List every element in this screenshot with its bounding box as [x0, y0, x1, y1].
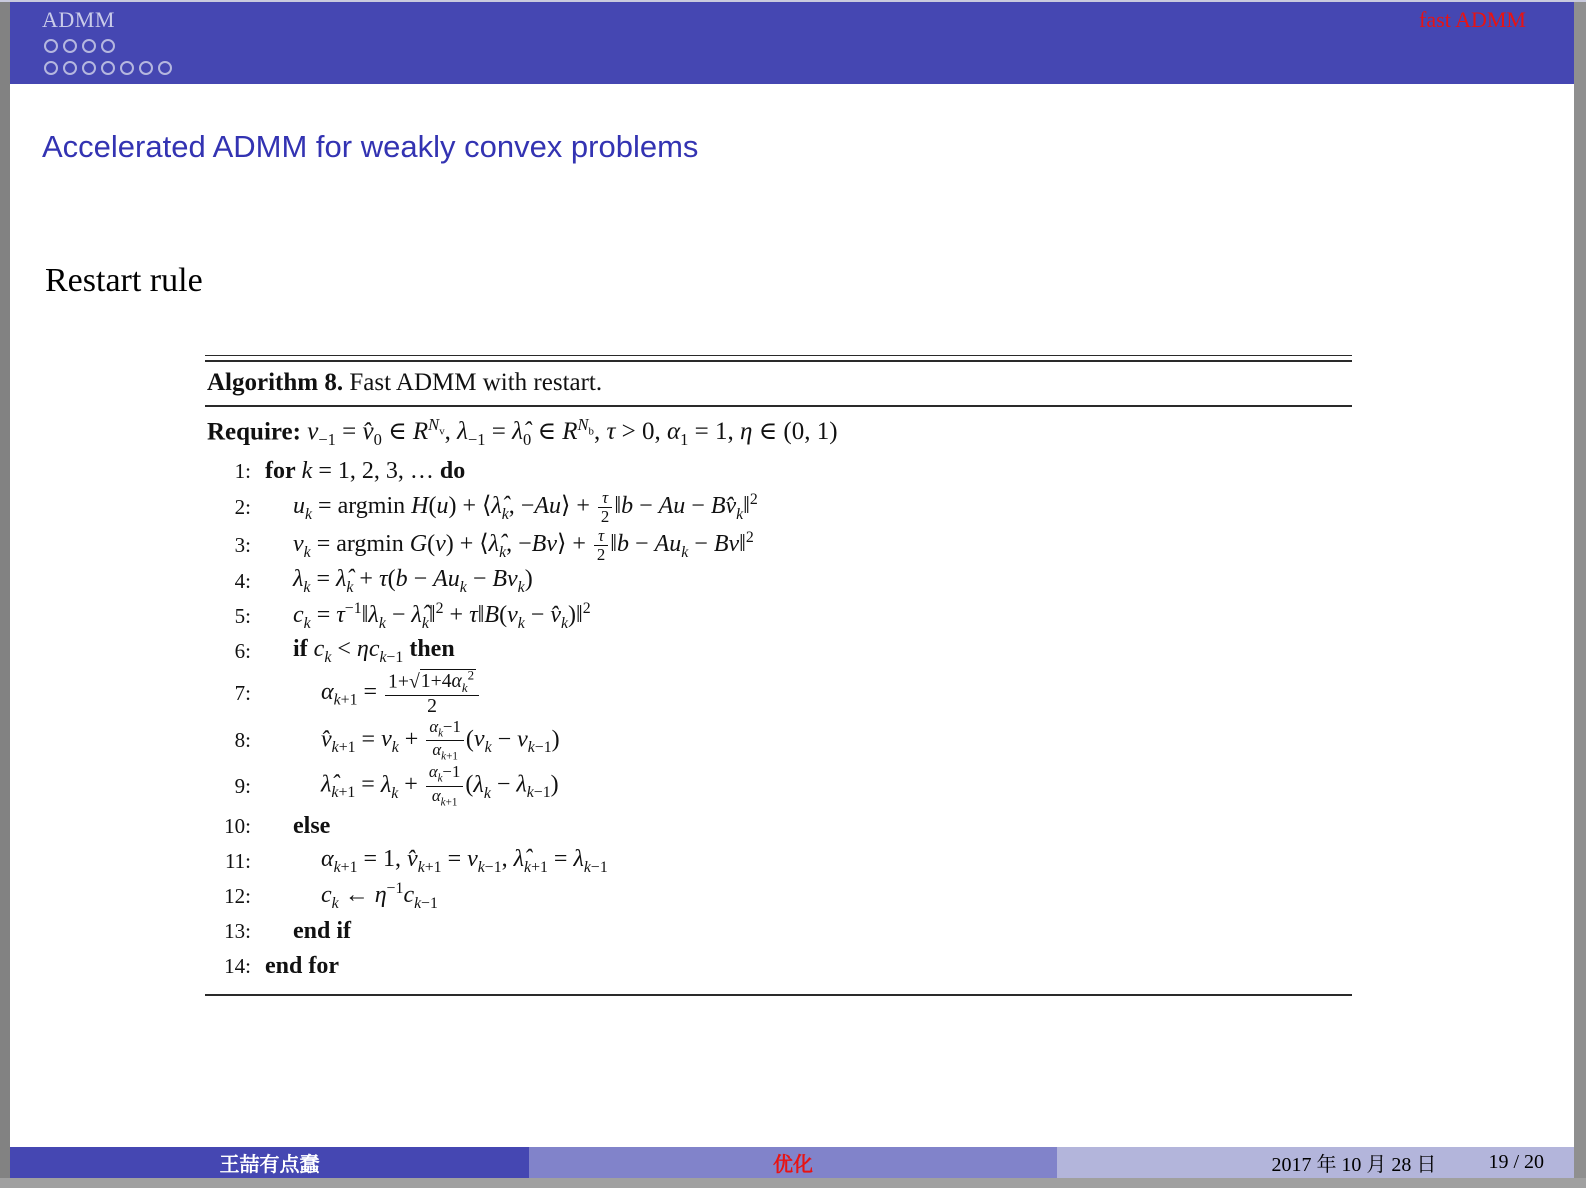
algorithm-caption-text: Fast ADMM with restart. — [349, 369, 603, 396]
algo-line-3 — [205, 527, 1352, 564]
algo-line-number: 9: — [234, 773, 251, 798]
algo-line-content: $v̂_{k+1} = v_k$ + $\frac{\alpha_k-1}{\alpha_{k+1}}$ $(v_k - v_{k-1})$ — [321, 716, 560, 763]
algorithm-body — [205, 454, 1352, 996]
algo-line-number: 4: — [234, 568, 251, 593]
viewer-right-edge — [1574, 0, 1586, 1188]
nav-dot-icon[interactable] — [63, 61, 77, 75]
algo-line-content: $u_k = argmin$ $H(u) + ⟨\lambdâ_k$, −Au⟩ + $\frac{\tau}{2}$ ‖b − $Au - Bv̂_k‖^2$ — [293, 488, 758, 527]
header-section-title[interactable]: ADMM — [42, 7, 115, 32]
algo-line-number: 1: — [234, 459, 251, 484]
algo-line-content: $\alpha_{k+1}$ = $\frac{1+√1+4\alpha_k^2}{2}$ — [251, 669, 1352, 718]
footer-page-number: 19 / 20 — [1488, 1151, 1544, 1173]
algo-line-content: $c_k$ ← $\eta^{-1}c_{k-1}$ — [321, 880, 438, 912]
algo-line-2 — [205, 489, 1352, 526]
footer-short-title: 优化 — [529, 1147, 1057, 1178]
nav-dot-icon[interactable] — [63, 39, 77, 53]
viewer-left-edge — [0, 0, 10, 1188]
algo-line-content: $\lambdâ_{k+1} = \lambda_k$ + $\frac{\alpha_k-1}{\alpha_{k+1}}$ $(\lambda_k - \lambda_{k-1})$ — [321, 762, 559, 808]
algo-line-5 — [205, 599, 1352, 634]
algo-line-number: 14: — [224, 953, 251, 978]
algo-line-8 — [205, 718, 1352, 764]
algo-line-4 — [205, 564, 1352, 599]
slide-header-bar — [10, 2, 1574, 84]
nav-dot-icon[interactable] — [120, 61, 134, 75]
algo-line-number: 11: — [224, 848, 251, 873]
algo-line-number: 13: — [224, 918, 251, 943]
algo-line-content: $\lambda_k$ = $\lambdâ_k + \tau(b - Au_k - Bv_k)$ — [293, 565, 533, 596]
nav-dots-row-1 — [44, 39, 115, 53]
nav-dot-icon[interactable] — [158, 61, 172, 75]
algo-line-number: 5: — [234, 603, 251, 628]
algo-line-number: 12: — [224, 883, 251, 908]
nav-dot-icon[interactable] — [101, 39, 115, 53]
algo-line-number: 2: — [234, 495, 251, 520]
footer-right-section — [1057, 1147, 1574, 1178]
require-math: $v_{-1}$ = $v̂_0$ ∈ $R^{N_v}$, $\lambda_{-1}$ = $\lambdâ_0$ ∈ $R^{N_b}$, τ > 0, $\alpha_1 = 1$, η ∈ (0, 1) — [307, 415, 838, 450]
algorithm-caption — [205, 362, 1352, 407]
algo-line-7 — [205, 669, 1352, 718]
algo-line-10 — [205, 809, 1352, 844]
algorithm-caption-label: Algorithm 8. — [207, 369, 344, 396]
algo-line-14 — [205, 949, 1352, 984]
nav-dot-icon[interactable] — [101, 61, 115, 75]
algo-line-1 — [205, 454, 1352, 489]
nav-dot-icon[interactable] — [44, 39, 58, 53]
nav-dot-icon[interactable] — [139, 61, 153, 75]
viewer-bottom-edge — [0, 1178, 1586, 1188]
algo-line-content: for k = 1, 2, 3, … do — [265, 458, 466, 485]
nav-dots-row-2 — [44, 61, 172, 75]
algo-line-content: else — [293, 812, 331, 839]
footer-bar — [10, 1147, 1574, 1178]
algorithm-float — [205, 355, 1352, 996]
algo-line-number: 6: — [234, 638, 251, 663]
algo-line-number: 8: — [234, 727, 251, 752]
header-subsection-title[interactable]: fast ADMM — [1419, 7, 1526, 32]
algo-line-13 — [205, 914, 1352, 949]
algo-line-content: $\alpha_{k+1} = 1$, $v̂_{k+1} = v_{k-1}$, $\lambdâ_{k+1} = \lambda_{k-1}$ — [321, 846, 608, 876]
algo-line-content: $c_k$ = $\tau^{-1}‖\lambda_k$ − $\lambdâ_k‖^2$ + $\tau‖B(v_k$ − $v̂_k)‖^2$ — [293, 599, 591, 632]
nav-dot-icon[interactable] — [44, 61, 58, 75]
algo-line-number: 10: — [224, 813, 251, 838]
algo-line-9 — [205, 763, 1352, 809]
block-title: Restart rule — [45, 262, 203, 299]
algo-line-number: 3: — [234, 532, 251, 557]
algo-line-11 — [205, 844, 1352, 879]
algo-line-12 — [205, 879, 1352, 914]
footer-date: 2017 年 10 月 28 日 — [1271, 1154, 1437, 1176]
algo-line-content: end for — [265, 952, 339, 979]
require-label: Require: — [207, 418, 301, 446]
algo-line-6 — [205, 634, 1352, 669]
algo-line-content: end if — [293, 917, 352, 944]
viewer-top-edge — [0, 0, 1586, 2]
nav-dot-icon[interactable] — [82, 39, 96, 53]
algo-line-content: $v_k = argmin$ $G(v) + ⟨\lambdâ_k$, −Bv⟩ + $\frac{\tau}{2}$ ‖b − $Au_k$ − Bv‖$^2$ — [293, 525, 754, 564]
footer-author: 王喆有点蠢 — [10, 1147, 529, 1178]
nav-dot-icon[interactable] — [82, 61, 96, 75]
algo-line-number: 7: — [234, 680, 251, 705]
algo-line-content: if $c_k < \eta c_{k-1}$ then — [293, 635, 455, 666]
page-title: Accelerated ADMM for weakly convex problems — [42, 129, 699, 164]
algorithm-require-line — [205, 407, 1352, 454]
